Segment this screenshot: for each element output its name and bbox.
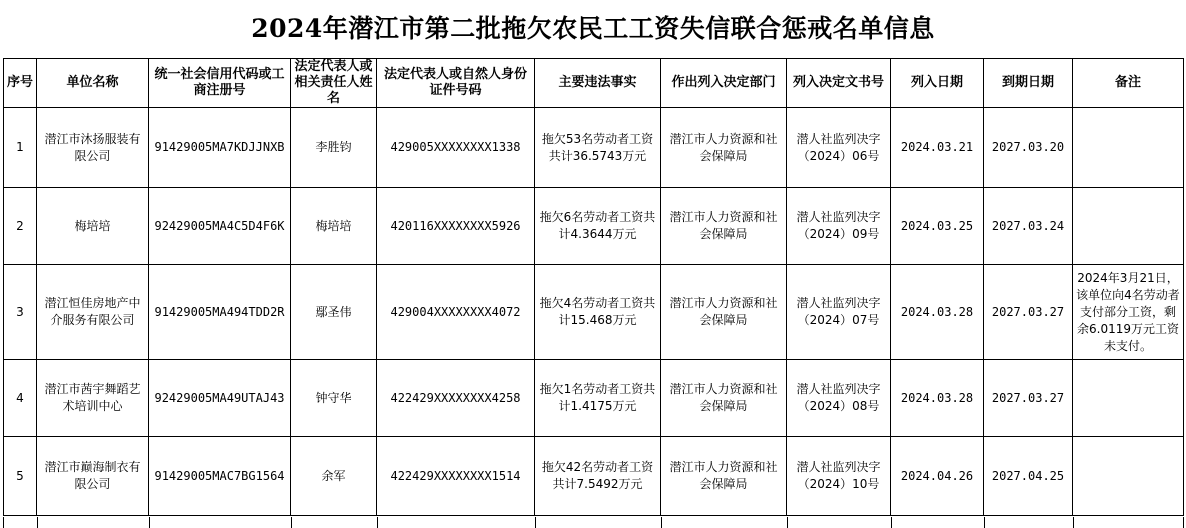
header-violation[interactable]: 主要违法事实 [535, 59, 661, 108]
cell-credit-code[interactable]: 91429005MA7KDJJNXB [149, 108, 291, 188]
cell-id-number[interactable]: 420116XXXXXXXX5926 [377, 188, 535, 265]
cell-id-number[interactable]: 422429XXXXXXXX4258 [377, 360, 535, 437]
header-unit[interactable]: 单位名称 [37, 59, 149, 108]
cell-unit[interactable]: 梅培培 [37, 188, 149, 265]
header-department[interactable]: 作出列入决定部门 [661, 59, 787, 108]
cell-list-date[interactable]: 2024.04.26 [891, 437, 984, 516]
cell-department[interactable]: 潜江市人力资源和社会保障局 [661, 188, 787, 265]
cell-violation[interactable]: 拖欠4名劳动者工资共计15.468万元 [535, 265, 661, 360]
cell-expiry-date[interactable]: 2027.03.24 [984, 188, 1073, 265]
cell-credit-code[interactable]: 91429005MAC7BG1564 [149, 437, 291, 516]
cell-document-no[interactable]: 潜人社监列决字（2024）09号 [787, 188, 891, 265]
blacklist-table [3, 58, 1184, 516]
header-row [4, 59, 1184, 108]
header-remarks[interactable]: 备注 [1073, 59, 1184, 108]
cell-unit[interactable]: 潜江市巅海制衣有限公司 [37, 437, 149, 516]
cell-seq[interactable]: 1 [4, 108, 37, 188]
cell-legal-rep[interactable]: 余军 [291, 437, 377, 516]
cell-unit[interactable]: 潜江市沐扬服装有限公司 [37, 108, 149, 188]
cell-unit[interactable]: 潜江市茜宇舞蹈艺术培训中心 [37, 360, 149, 437]
header-id-number[interactable]: 法定代表人或自然人身份证件号码 [377, 59, 535, 108]
cell-seq[interactable]: 2 [4, 188, 37, 265]
cell-document-no[interactable]: 潜人社监列决字（2024）06号 [787, 108, 891, 188]
table-row [4, 108, 1184, 188]
header-credit-code[interactable]: 统一社会信用代码或工商注册号 [149, 59, 291, 108]
cell-list-date[interactable]: 2024.03.21 [891, 108, 984, 188]
next-row-edge [3, 517, 1183, 528]
cell-legal-rep[interactable]: 李胜钧 [291, 108, 377, 188]
cell-list-date[interactable]: 2024.03.25 [891, 188, 984, 265]
cell-violation[interactable]: 拖欠42名劳动者工资共计7.5492万元 [535, 437, 661, 516]
cell-document-no[interactable]: 潜人社监列决字（2024）07号 [787, 265, 891, 360]
cell-id-number[interactable]: 422429XXXXXXXX1514 [377, 437, 535, 516]
header-seq[interactable]: 序号 [4, 59, 37, 108]
cell-id-number[interactable]: 429004XXXXXXXX4072 [377, 265, 535, 360]
cell-seq[interactable]: 4 [4, 360, 37, 437]
cell-seq[interactable]: 3 [4, 265, 37, 360]
cell-expiry-date[interactable]: 2027.03.27 [984, 360, 1073, 437]
table-row [4, 360, 1184, 437]
cell-credit-code[interactable]: 92429005MA49UTAJ43 [149, 360, 291, 437]
cell-seq[interactable]: 5 [4, 437, 37, 516]
cell-violation[interactable]: 拖欠53名劳动者工资共计36.5743万元 [535, 108, 661, 188]
cell-department[interactable]: 潜江市人力资源和社会保障局 [661, 360, 787, 437]
cell-legal-rep[interactable]: 梅培培 [291, 188, 377, 265]
header-expiry-date[interactable]: 到期日期 [984, 59, 1073, 108]
cell-department[interactable]: 潜江市人力资源和社会保障局 [661, 437, 787, 516]
cell-expiry-date[interactable]: 2027.03.27 [984, 265, 1073, 360]
table-row [4, 188, 1184, 265]
cell-remarks[interactable]: 2024年3月21日，该单位向4名劳动者支付部分工资，剩余6.0119万元工资未支付。 [1073, 265, 1184, 360]
page-title: 2024年潜江市第二批拖欠农民工工资失信联合惩戒名单信息 [251, 14, 935, 43]
header-document-no[interactable]: 列入决定文书号 [787, 59, 891, 108]
cell-document-no[interactable]: 潜人社监列决字（2024）10号 [787, 437, 891, 516]
cell-credit-code[interactable]: 92429005MA4C5D4F6K [149, 188, 291, 265]
cell-legal-rep[interactable]: 鄢圣伟 [291, 265, 377, 360]
cell-department[interactable]: 潜江市人力资源和社会保障局 [661, 108, 787, 188]
cell-id-number[interactable]: 429005XXXXXXXX1338 [377, 108, 535, 188]
cell-remarks[interactable] [1073, 437, 1184, 516]
cell-expiry-date[interactable]: 2027.04.25 [984, 437, 1073, 516]
cell-remarks[interactable] [1073, 360, 1184, 437]
header-legal-rep[interactable]: 法定代表人或相关责任人姓名 [291, 59, 377, 108]
cell-remarks[interactable] [1073, 188, 1184, 265]
cell-list-date[interactable]: 2024.03.28 [891, 265, 984, 360]
cell-violation[interactable]: 拖欠1名劳动者工资共计1.4175万元 [535, 360, 661, 437]
header-list-date[interactable]: 列入日期 [891, 59, 984, 108]
cell-list-date[interactable]: 2024.03.28 [891, 360, 984, 437]
cell-legal-rep[interactable]: 钟守华 [291, 360, 377, 437]
cell-unit[interactable]: 潜江恒佳房地产中介服务有限公司 [37, 265, 149, 360]
table-row [4, 265, 1184, 360]
cell-document-no[interactable]: 潜人社监列决字（2024）08号 [787, 360, 891, 437]
cell-credit-code[interactable]: 91429005MA494TDD2R [149, 265, 291, 360]
cell-violation[interactable]: 拖欠6名劳动者工资共计4.3644万元 [535, 188, 661, 265]
table-row [4, 437, 1184, 516]
cell-department[interactable]: 潜江市人力资源和社会保障局 [661, 265, 787, 360]
cell-remarks[interactable] [1073, 108, 1184, 188]
cell-expiry-date[interactable]: 2027.03.20 [984, 108, 1073, 188]
